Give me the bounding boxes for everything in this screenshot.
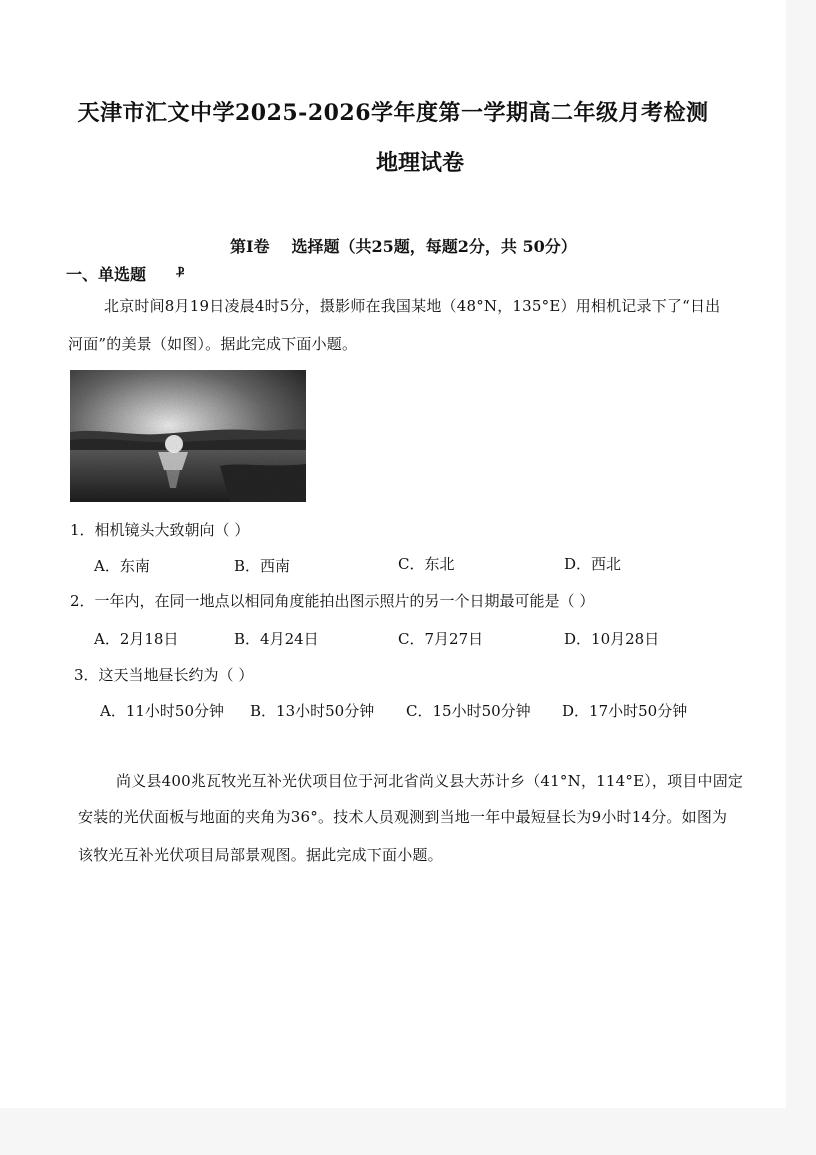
- sunrise-river-image: [70, 370, 306, 502]
- exam-title: 天津市汇文中学2025-2026学年度第一学期高二年级月考检测: [77, 100, 709, 126]
- scan-mark-icon: Ⳁ: [176, 264, 185, 278]
- question-1: 1．相机镜头大致朝向（ ）: [70, 521, 250, 539]
- passage2-line2: 安装的光伏面板与地面的夹角为36°。技术人员观测到当地一年中最短昼长为9小时14分。如图为: [78, 808, 728, 826]
- q3-option-d: D．17小时50分钟: [562, 702, 688, 720]
- sunrise-river-photo: [70, 370, 306, 502]
- q3-option-c: C．15小时50分钟: [406, 702, 531, 720]
- subsection-heading: 一、单选题: [66, 265, 147, 284]
- q2-option-b: B．4月24日: [234, 630, 319, 648]
- q3-option-b: B．13小时50分钟: [250, 702, 375, 720]
- passage2-line3: 该牧光互补光伏项目局部景观图。据此完成下面小题。: [78, 846, 443, 864]
- q2-option-c: C．7月27日: [398, 630, 484, 648]
- q3-option-a: A．11小时50分钟: [100, 702, 225, 720]
- passage1-line2: 河面”的美景（如图）。据此完成下面小题。: [68, 335, 358, 353]
- q1-option-a: A．东南: [94, 557, 150, 575]
- q2-option-a: A．2月18日: [94, 630, 179, 648]
- passage1-line1: 北京时间8月19日凌晨4时5分，摄影师在我国某地（48°N，135°E）用相机记录下了“日出: [104, 297, 721, 315]
- scan-margin-bottom: [0, 1108, 816, 1155]
- q2-option-d: D．10月28日: [564, 630, 660, 648]
- passage2-line1: 尚义县400兆瓦牧光互补光伏项目位于河北省尚义县大苏计乡（41°N，114°E），项目中固定: [116, 772, 744, 790]
- q1-option-c: C．东北: [398, 555, 455, 573]
- question-3: 3．这天当地昼长约为（ ）: [74, 666, 254, 684]
- section-volume: 第I卷: [230, 237, 270, 256]
- exam-subject: 地理试卷: [375, 150, 464, 176]
- q1-option-b: B．西南: [234, 557, 291, 575]
- section-heading: [230, 234, 577, 257]
- question-2: 2．一年内，在同一地点以相同角度能拍出图示照片的另一个日期最可能是（ ）: [70, 592, 595, 610]
- section-description: 选择题（共25题，每题2分，共 50分）: [291, 237, 577, 256]
- q1-option-d: D．西北: [564, 555, 622, 573]
